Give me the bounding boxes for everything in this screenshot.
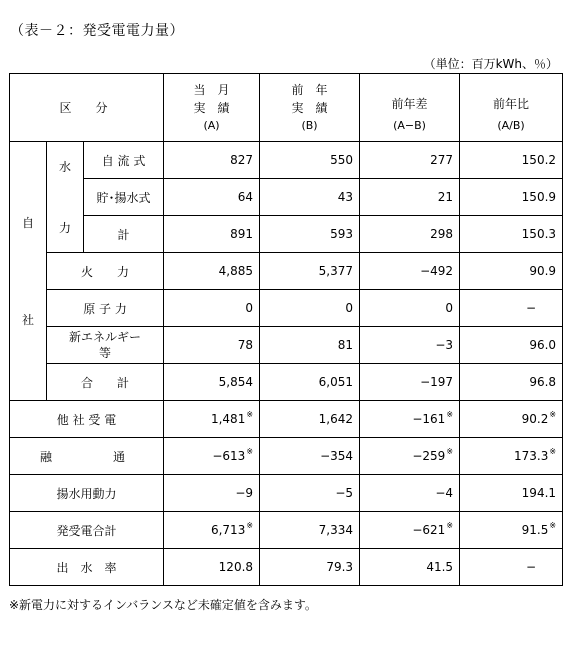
cell-c: −4: [360, 475, 460, 512]
row-label: 原 子 力: [47, 290, 164, 327]
table-row: [10, 438, 563, 475]
cell-b: 0: [260, 290, 360, 327]
row-label: 揚水用動力: [10, 475, 164, 512]
cell-a: 64: [164, 179, 260, 216]
row-label: 合 計: [47, 364, 164, 401]
cell-a: 5,854: [164, 364, 260, 401]
row-label: 融 通: [10, 438, 164, 475]
cell-a: 78: [164, 327, 260, 364]
cell-b: 6,051: [260, 364, 360, 401]
cell-d: −: [460, 549, 563, 586]
header-category: 区 分: [10, 74, 164, 142]
row-label: 他 社 受 電: [10, 401, 164, 438]
table-title: （表－２：発受電電力量）: [10, 23, 184, 39]
cell-d: −: [460, 290, 563, 327]
cell-b: 43: [260, 179, 360, 216]
group-jisha: 自 社: [10, 142, 47, 401]
cell-d: 150.2: [460, 142, 563, 179]
cell-c: −259※: [360, 438, 460, 475]
cell-c: 21: [360, 179, 460, 216]
row-label: 発受電合計: [10, 512, 164, 549]
cell-c: −492: [360, 253, 460, 290]
table-row: [10, 179, 563, 216]
table-row: [10, 142, 563, 179]
cell-a: 1,481※: [164, 401, 260, 438]
table-row: [10, 327, 563, 364]
header-row: [10, 74, 563, 142]
cell-b: 5,377: [260, 253, 360, 290]
cell-a: −9: [164, 475, 260, 512]
table-row: [10, 549, 563, 586]
cell-a: 891: [164, 216, 260, 253]
cell-b: 81: [260, 327, 360, 364]
header-col-a: 当 月 実 績 (A): [164, 74, 260, 142]
cell-d: 150.3: [460, 216, 563, 253]
cell-b: −5: [260, 475, 360, 512]
footnote: ※新電力に対するインバランスなど未確定値を含みます。: [9, 598, 317, 612]
cell-a: 827: [164, 142, 260, 179]
cell-a: 120.8: [164, 549, 260, 586]
cell-c: −3: [360, 327, 460, 364]
cell-d: 96.0: [460, 327, 563, 364]
cell-d: 150.9: [460, 179, 563, 216]
cell-d: 90.9: [460, 253, 563, 290]
cell-d: 173.3※: [460, 438, 563, 475]
table-row: [10, 290, 563, 327]
cell-c: 0: [360, 290, 460, 327]
table-row: [10, 512, 563, 549]
cell-b: 7,334: [260, 512, 360, 549]
header-col-c: 前年差 (A−B): [360, 74, 460, 142]
row-label: 貯･揚水式: [84, 179, 164, 216]
group-suiryoku: 水 力: [47, 142, 84, 253]
header-col-b: 前 年 実 績 (B): [260, 74, 360, 142]
table-row: [10, 253, 563, 290]
cell-c: −621※: [360, 512, 460, 549]
header-col-d: 前年比 (A/B): [460, 74, 563, 142]
row-label: 計: [84, 216, 164, 253]
cell-d: 194.1: [460, 475, 563, 512]
row-label: 出 水 率: [10, 549, 164, 586]
cell-b: 79.3: [260, 549, 360, 586]
cell-c: 41.5: [360, 549, 460, 586]
cell-b: 593: [260, 216, 360, 253]
row-label: 新エネルギー 等: [47, 327, 164, 364]
power-table: [9, 73, 563, 586]
cell-a: −613※: [164, 438, 260, 475]
cell-c: −197: [360, 364, 460, 401]
cell-c: 298: [360, 216, 460, 253]
row-label: 火 力: [47, 253, 164, 290]
row-label: 自 流 式: [84, 142, 164, 179]
cell-d: 96.8: [460, 364, 563, 401]
cell-c: −161※: [360, 401, 460, 438]
table-row: [10, 401, 563, 438]
table-row: [10, 216, 563, 253]
cell-b: −354: [260, 438, 360, 475]
cell-a: 0: [164, 290, 260, 327]
cell-a: 6,713※: [164, 512, 260, 549]
cell-b: 1,642: [260, 401, 360, 438]
cell-c: 277: [360, 142, 460, 179]
cell-d: 90.2※: [460, 401, 563, 438]
table-row: [10, 475, 563, 512]
cell-d: 91.5※: [460, 512, 563, 549]
cell-b: 550: [260, 142, 360, 179]
cell-a: 4,885: [164, 253, 260, 290]
table-row: [10, 364, 563, 401]
unit-label: （単位：百万kWh、％）: [423, 57, 558, 71]
